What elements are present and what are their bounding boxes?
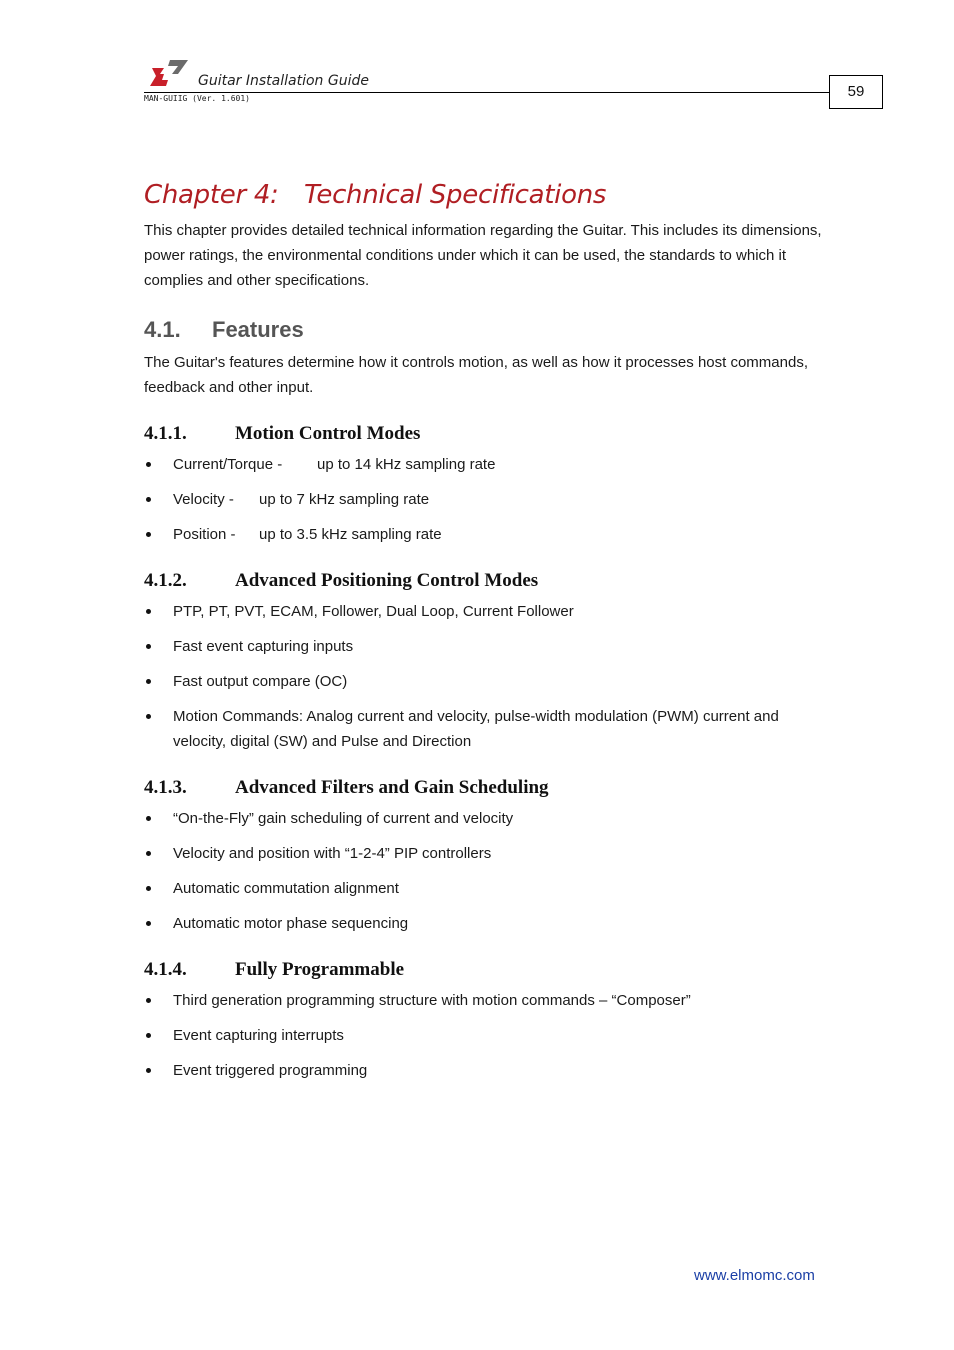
list-item bbox=[144, 806, 824, 831]
subsection-title: Advanced Positioning Control Modes bbox=[235, 570, 539, 591]
list-item-text: Automatic motor phase sequencing bbox=[173, 915, 409, 932]
subsection-heading bbox=[144, 569, 824, 593]
section-heading bbox=[144, 315, 824, 345]
header-title: Guitar Installation Guide bbox=[198, 73, 369, 89]
list-item bbox=[144, 487, 824, 512]
list-item-text: Event capturing interrupts bbox=[173, 1027, 344, 1044]
list-item bbox=[144, 988, 824, 1013]
mode-value: up to 3.5 kHz sampling rate bbox=[259, 526, 442, 543]
subsection-title: Motion Control Modes bbox=[235, 423, 421, 444]
list-item-text: Automatic commutation alignment bbox=[173, 880, 399, 897]
bullet-icon bbox=[146, 714, 151, 719]
bullet-icon bbox=[146, 679, 151, 684]
subsection-number: 4.1.4. bbox=[144, 959, 187, 980]
list-item-text: Fast event capturing inputs bbox=[173, 638, 354, 655]
mode-label: Velocity - bbox=[173, 491, 234, 508]
bullet-icon bbox=[146, 921, 151, 926]
bullet-icon bbox=[146, 497, 151, 502]
list-item bbox=[144, 704, 824, 754]
bullet-icon bbox=[146, 886, 151, 891]
bullet-icon bbox=[146, 532, 151, 537]
subsection-number: 4.1.2. bbox=[144, 570, 187, 591]
bullet-icon bbox=[146, 462, 151, 467]
list-item-text: Velocity and position with “1-2-4” PIP controllers bbox=[173, 845, 492, 862]
list-item bbox=[144, 841, 824, 866]
bullet-list bbox=[144, 806, 824, 936]
chapter-heading bbox=[144, 176, 824, 214]
elmo-logo-icon bbox=[148, 58, 190, 88]
bullet-icon bbox=[146, 1033, 151, 1038]
list-item bbox=[144, 1023, 824, 1048]
subsection-title: Advanced Filters and Gain Scheduling bbox=[235, 777, 549, 798]
subsection-title: Fully Programmable bbox=[235, 959, 405, 980]
mode-label: Current/Torque - bbox=[173, 456, 283, 473]
bullet-icon bbox=[146, 851, 151, 856]
section-number: 4.1. bbox=[144, 317, 181, 342]
list-item-text: Motion Commands: Analog current and velocity, pulse-width modulation (PWM) current and velocity, digital (SW) and Pulse and Direction bbox=[173, 708, 779, 750]
list-item-text: “On-the-Fly” gain scheduling of current and velocity bbox=[173, 810, 514, 827]
subsection-heading bbox=[144, 958, 824, 982]
bullet-list bbox=[144, 988, 824, 1083]
list-item bbox=[144, 1058, 824, 1083]
bullet-icon bbox=[146, 816, 151, 821]
bullet-icon bbox=[146, 998, 151, 1003]
list-item bbox=[144, 599, 824, 624]
section-title: Features bbox=[212, 317, 304, 342]
bullet-icon bbox=[146, 609, 151, 614]
mode-value: up to 14 kHz sampling rate bbox=[317, 456, 496, 473]
page-number: 59 bbox=[829, 75, 883, 109]
chapter-number: Chapter 4: bbox=[144, 180, 279, 210]
chapter-title: Technical Specifications bbox=[304, 180, 607, 210]
list-item bbox=[144, 911, 824, 936]
document-code: MAN-GUIIG (Ver. 1.601) bbox=[144, 94, 250, 103]
main-content bbox=[144, 176, 824, 1093]
list-item bbox=[144, 452, 824, 477]
section-intro: The Guitar's features determine how it controls motion, as well as how it processes host commands, feedback and other input. bbox=[144, 354, 808, 396]
list-item bbox=[144, 634, 824, 659]
list-item bbox=[144, 876, 824, 901]
list-item-text: PTP, PT, PVT, ECAM, Follower, Dual Loop, Current Follower bbox=[173, 603, 574, 620]
list-item bbox=[144, 669, 824, 694]
mode-value: up to 7 kHz sampling rate bbox=[259, 491, 430, 508]
bullet-icon bbox=[146, 1068, 151, 1073]
chapter-intro: This chapter provides detailed technical information regarding the Guitar. This includes its dimensions, power ratings, the environmental conditions under which it can be used, the standards to which it complies and other specifications. bbox=[144, 222, 822, 289]
mode-label: Position - bbox=[173, 526, 236, 543]
footer-website-link[interactable]: www.elmomc.com bbox=[694, 1267, 815, 1284]
list-item-text: Third generation programming structure with motion commands – “Composer” bbox=[173, 992, 691, 1009]
bullet-list bbox=[144, 599, 824, 754]
bullet-list bbox=[144, 452, 824, 547]
bullet-icon bbox=[146, 644, 151, 649]
header-divider bbox=[144, 92, 830, 93]
subsection-number: 4.1.1. bbox=[144, 423, 187, 444]
list-item bbox=[144, 522, 824, 547]
list-item-text: Fast output compare (OC) bbox=[173, 673, 348, 690]
list-item-text: Event triggered programming bbox=[173, 1062, 368, 1079]
subsection-number: 4.1.3. bbox=[144, 777, 187, 798]
subsection-heading bbox=[144, 776, 824, 800]
subsection-heading bbox=[144, 422, 824, 446]
